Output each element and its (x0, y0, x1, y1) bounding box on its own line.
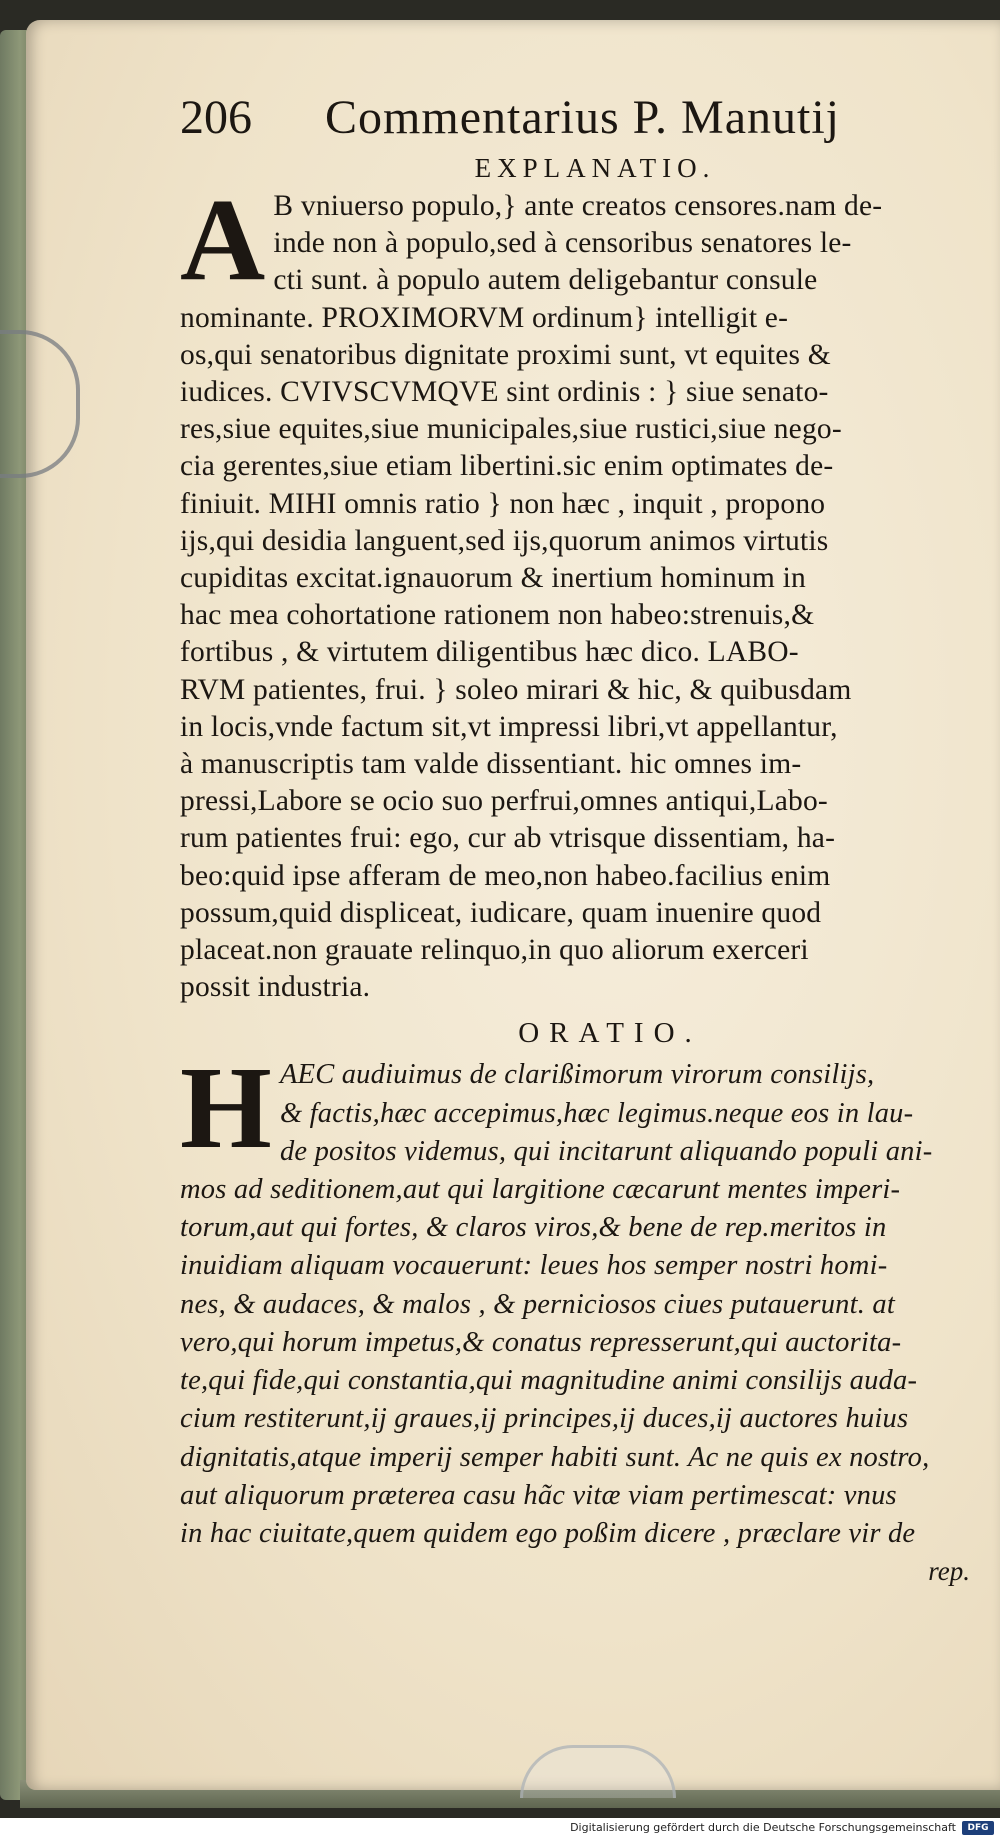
text-line: cium restiterunt,ij graues,ij principes,ij duces,ij auctores huius (180, 1403, 909, 1435)
text-line: pressi,Labore se ocio suo perfrui,omnes antiqui,Labo- (180, 785, 828, 818)
text-line: cia gerentes,siue etiam libertini.sic enim optimates de- (180, 450, 834, 483)
text-line: aut aliquorum præterea casu hãc vitæ viam pertimescat: vnus (180, 1479, 897, 1511)
text-line: inuidiam aliquam vocauerunt: leues hos semper nostri homi- (180, 1250, 888, 1282)
text-line: possit industria. (180, 971, 371, 1004)
text-line: finiuit. MIHI omnis ratio } non hæc , inquit , propono (180, 487, 826, 520)
oratio-paragraph (180, 1042, 970, 1553)
text-line: te,qui fide,qui constantia,qui magnitudine animi consilijs auda- (180, 1365, 918, 1397)
text-line: à manuscriptis tam valde dissentiant. hic omnes im- (180, 748, 802, 781)
text-line: RVM patientes, frui. } soleo mirari & hic, & quibusdam (180, 673, 852, 706)
text-line: de positos videmus, qui incitarunt aliquando populi ani- (279, 1135, 933, 1167)
text-line: in locis,vnde factum sit,vt impressi libri,vt appellantur, (180, 710, 838, 743)
text-line: res,siue equites,siue municipales,siue rustici,siue nego- (180, 413, 842, 446)
digitization-credit: Digitalisierung gefördert durch die Deutsche Forschungsgemeinschaft (570, 1821, 956, 1834)
text-line: inde non à populo,sed à censoribus senatores le- (273, 227, 852, 260)
text-line: torum,aut qui fortes, & claros viros,& bene de rep.meritos in (180, 1212, 887, 1244)
page-content (180, 90, 970, 1589)
text-line: nominante. PROXIMORVM ordinum} intelligit e- (180, 301, 789, 334)
text-line: beo:quid ipse afferam de meo,non habeo.facilius enim (180, 859, 831, 892)
text-line: B vniuerso populo,} ante creatos censores.nam de- (273, 190, 883, 222)
running-head: Commentarius P. Manutij (325, 91, 840, 144)
text-line: cti sunt. à populo autem deligebantur consule (273, 264, 818, 297)
page-header (180, 90, 970, 148)
page-number: 206 (180, 91, 252, 144)
explanatio-paragraph (180, 174, 970, 1006)
oratio-heading: ORATIO. (518, 1017, 702, 1050)
text-line: mos ad seditionem,aut qui largitione cæcarunt mentes imperi- (180, 1174, 901, 1206)
text-line: possum,quid displiceat, iudicare, quam inuenire quod (180, 896, 822, 929)
text-line: nes, & audaces, & malos , & perniciosos ciues putauerunt. at (180, 1288, 895, 1320)
text-line: AEC audiuimus de clarißimorum virorum consilijs, (279, 1059, 875, 1091)
text-line: dignitatis,atque imperij semper habiti sunt. Ac ne quis ex nostro, (180, 1441, 930, 1473)
explanatio-heading: EXPLANATIO. (474, 153, 716, 183)
text-line: in hac ciuitate,quem quidem ego poßim dicere , præclare vir de (180, 1517, 916, 1549)
text-line: ijs,qui desidia languent,sed ijs,quorum animos virtutis (180, 524, 829, 557)
catchword: rep. (928, 1556, 970, 1587)
text-line: vero,qui horum impetus,& conatus represserunt,qui auctorita- (180, 1326, 902, 1358)
text-line: placeat.non grauate relinquo,in quo aliorum exerceri (180, 934, 809, 967)
dfg-logo-icon: DFG (962, 1821, 994, 1835)
oratio-dropcap: H (180, 1042, 272, 1174)
explanatio-dropcap: A (180, 174, 266, 305)
text-line: cupiditas excitat.ignauorum & inertium hominum in (180, 562, 806, 595)
text-line: hac mea cohortatione rationem non habeo:strenuis,& (180, 599, 815, 632)
text-line: & factis,hæc accepimus,hæc legimus.neque eos in lau- (279, 1097, 914, 1129)
text-line: iudices. CVIVSCVMQVE sint ordinis : } siue senato- (180, 376, 829, 409)
text-line: os,qui senatoribus dignitate proximi sunt, vt equites & (180, 338, 831, 371)
text-line: fortibus , & virtutem diligentibus hæc dico. LABO- (180, 636, 799, 669)
text-line: rum patientes frui: ego, cur ab vtrisque dissentiam, ha- (180, 822, 836, 855)
